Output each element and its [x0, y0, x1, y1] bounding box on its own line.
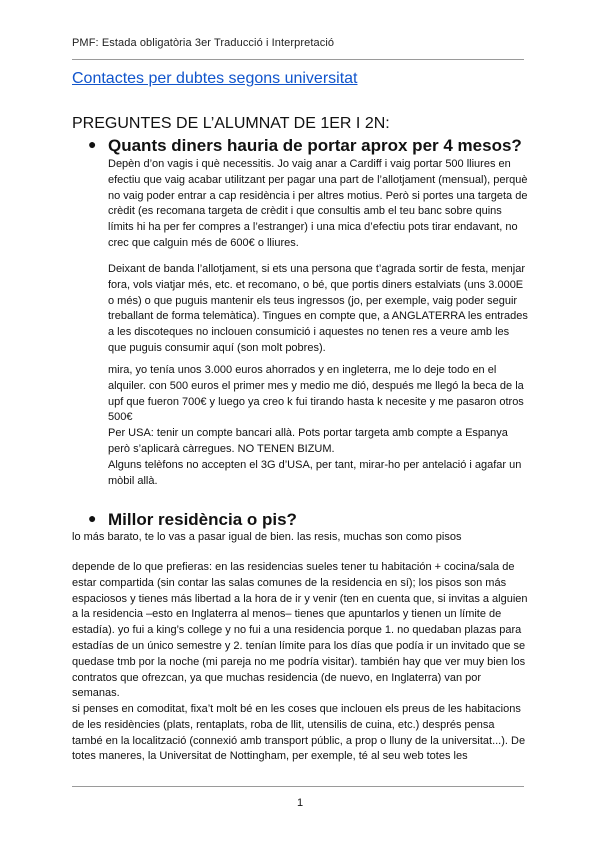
page-number: 1 — [296, 797, 304, 809]
question-2-answer-2 — [72, 560, 528, 702]
answer-paragraph: si penses en comoditat, fixa’t molt bé en les coses que inclouen els preus de les habitacions de les residències (plats, rentaplats, roba de llit, utensilis de cuina, etc.) després pensa també en la localització (connexió amb transport públic, a prop o lluny de la universitat...). De totes maneres, la Universitat de Nottingham, per exemple, té al seu web totes les — [72, 703, 526, 763]
answer-paragraph: mira, yo tenía unos 3.000 euros ahorrados y en ingleterra, me lo deje todo en el alquiler. con 500 euros el primer mes y medio me dió, después me llegó la beca de la upf que fueron 700€ y luego ya creo k fui tirando hasta k necesite y me pasaron otros 500€ — [108, 364, 524, 424]
section-title: PREGUNTES DE L’ALUMNAT DE 1ER I 2N: — [72, 115, 390, 132]
question-1-title: Quants diners hauria de portar aprox per 4 mesos? — [108, 136, 522, 155]
question-1-answer-2 — [108, 262, 528, 357]
bullet-icon: ● — [88, 510, 97, 526]
footer-divider — [72, 786, 524, 787]
question-2-heading — [88, 510, 297, 530]
answer-paragraph: depende de lo que prefieras: en las residencias sueles tener tu habitación + cocina/sala de estar compartida (sin contar las salas comunes de la residencia en sí); los pisos son más espaciosos y tienes más libertad a la hora de ir y venir (ten en cuenta que, si invitas a alguien a la residencia –esto en Inglaterra al menos– tienes que apuntarlos y tienen un límite de estadía). yo fui a king’s college y no fui a una residencia porque 1. no quedaban plazas para estadías de un único semestre y 2. tenían límite para los días que podía ir un invitado que se quedase tmb por la noche (mi pareja no me podría visitar). también hay que ver muy bien los contratos que ofrezcan, ya que muchas residencia (de nuevo, en Inglaterra) van por semanas. — [72, 561, 528, 700]
question-1-answer-3 — [108, 363, 528, 489]
answer-paragraph: Depèn d’on vagis i què necessitis. Jo vaig anar a Cardiff i vaig portar 500 lliures en efectiu que vaig acabar utilitzant per pagar una part de l’allotjament (mensual), perquè no vaig poder entrar a cap residència i per altres motius. Però si portes una targeta de crèdit (es recomana targeta de crèdit i que consultis amb el teu banc sobre quins límits hi ha per fer compres a l’estranger) i una mica d’efectiu pots tirar endavant, no crec que calguin més de 600€ o lliures. — [108, 158, 528, 249]
answer-paragraph: lo más barato, te lo vas a pasar igual de bien. las resis, muchas son como pisos — [72, 531, 462, 543]
question-2-answer-3 — [72, 702, 528, 765]
question-2-answer-1 — [72, 530, 528, 546]
answer-paragraph: Per USA: tenir un compte bancari allà. Pots portar targeta amb compte a Espanya però s’aplicarà càrregues. NO TENEN BIZUM. — [108, 427, 508, 455]
question-1-answer-1 — [108, 157, 528, 252]
contacts-link[interactable]: Contactes per dubtes segons universitat — [72, 70, 358, 87]
answer-paragraph: Deixant de banda l’allotjament, si ets una persona que t’agrada sortir de festa, menjar fora, vols viatjar més, etc. et recomano, o bé, que portis diners estalviats (uns 3.000E o més) o que puguis mantenir els teus ingressos (jo, per exemple, vaig poder seguir treballant de forma telemàtica). Tingues en compte que, a ANGLATERRA les entrades a les discoteques no inclouen consumició i aquestes no tenen res a veure amb les que puguis consumir aquí (son molt pobres). — [108, 263, 528, 354]
header-divider — [72, 59, 524, 60]
page-header: PMF: Estada obligatòria 3er Traducció i Interpretació — [72, 37, 335, 49]
bullet-icon: ● — [88, 136, 97, 152]
answer-paragraph: Alguns telèfons no accepten el 3G d’USA, per tant, mirar-ho per antelació i agafar un mòbil allà. — [108, 458, 522, 487]
question-2-title: Millor residència o pis? — [108, 510, 297, 529]
question-1-heading — [88, 136, 522, 156]
